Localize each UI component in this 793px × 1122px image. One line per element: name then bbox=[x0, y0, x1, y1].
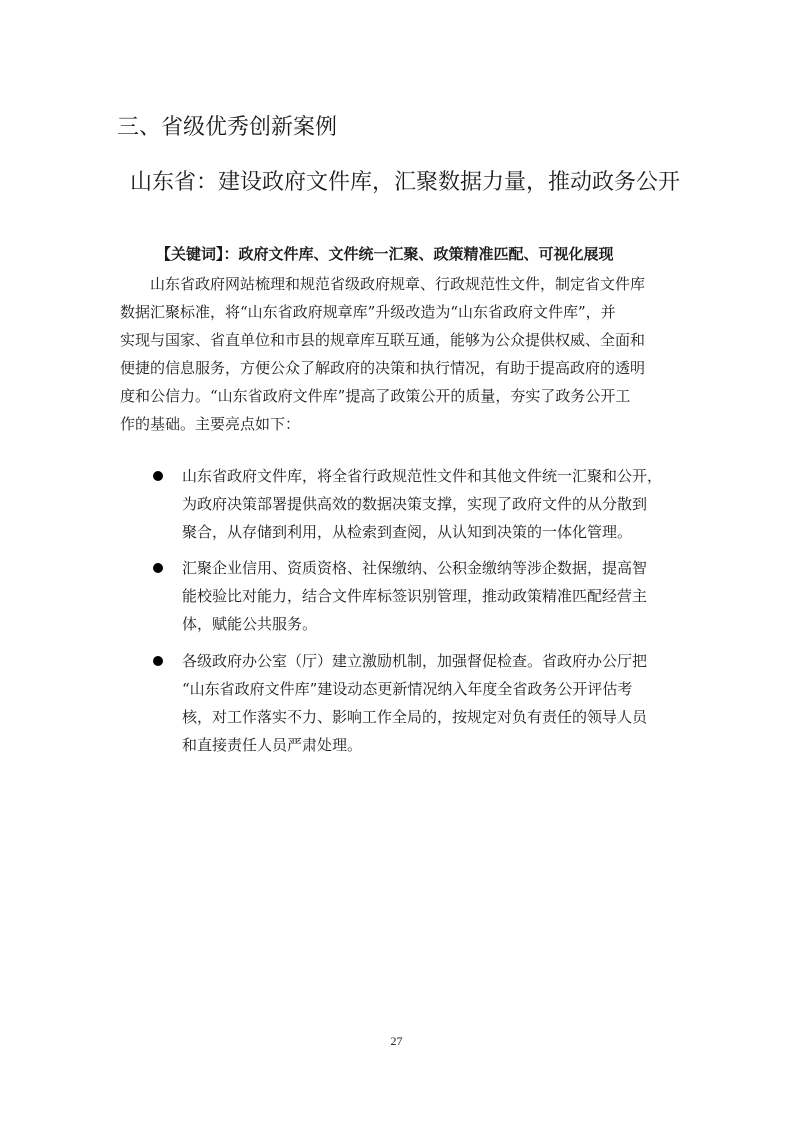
section-heading: 三、省级优秀创新案例 bbox=[117, 115, 338, 140]
bullet-line: 能校验比对能力，结合文件库标签识别管理，推动政策精准匹配经营主 bbox=[182, 587, 648, 605]
bullet-line: 汇聚企业信用、资质资格、社保缴纳、公积金缴纳等涉企数据，提高智 bbox=[182, 559, 648, 577]
bullet-item bbox=[182, 462, 662, 546]
bullet-dot-icon bbox=[153, 656, 163, 666]
case-title: 山东省：建设政府文件库，汇聚数据力量，推动政务公开 bbox=[130, 170, 681, 195]
intro-line: 度和公信力。“山东省政府文件库”提高了政策公开的质量，夯实了政务公开工 bbox=[120, 387, 631, 405]
bullet-item bbox=[182, 647, 647, 759]
bullet-line: “山东省政府文件库”建设动态更新情况纳入年度全省政务公开评估考 bbox=[182, 680, 633, 698]
page-number: 27 bbox=[390, 1034, 403, 1048]
bullet-line: 和直接责任人员严肃处理。 bbox=[182, 736, 363, 754]
bullet-dot-icon bbox=[153, 471, 163, 481]
bullet-line: 山东省政府文件库，将全省行政规范性文件和其他文件统一汇聚和公开， bbox=[182, 467, 663, 485]
bullet-line: 核，对工作落实不力、影响工作全局的，按规定对负有责任的领导人员 bbox=[182, 708, 648, 726]
keywords-line: 【关键词】：政府文件库、文件统一汇聚、政策精准匹配、可视化展现 bbox=[156, 245, 614, 263]
intro-line: 山东省政府网站梳理和规范省级政府规章、行政规范性文件，制定省文件库 bbox=[150, 275, 646, 293]
intro-paragraph bbox=[120, 270, 645, 438]
bullet-line: 体，赋能公共服务。 bbox=[182, 615, 318, 633]
bullet-line: 各级政府办公室（厅）建立激励机制，加强督促检查。省政府办公厅把 bbox=[182, 652, 648, 670]
bullet-line: 为政府决策部署提供高效的数据决策支撑，实现了政府文件的从分散到 bbox=[182, 495, 648, 513]
intro-line: 数据汇聚标准，将“山东省政府规章库”升级改造为“山东省政府文件库”，并 bbox=[120, 303, 616, 321]
intro-line: 作的基础。主要亮点如下： bbox=[120, 415, 301, 433]
intro-line: 实现与国家、省直单位和市县的规章库互联互通，能够为公众提供权威、全面和 bbox=[120, 331, 646, 349]
bullet-line: 聚合，从存储到利用，从检索到查阅，从认知到决策的一体化管理。 bbox=[182, 523, 633, 541]
bullet-item bbox=[182, 554, 647, 638]
intro-line: 便捷的信息服务，方便公众了解政府的决策和执行情况，有助于提高政府的透明 bbox=[120, 359, 646, 377]
bullet-dot-icon bbox=[153, 563, 163, 573]
